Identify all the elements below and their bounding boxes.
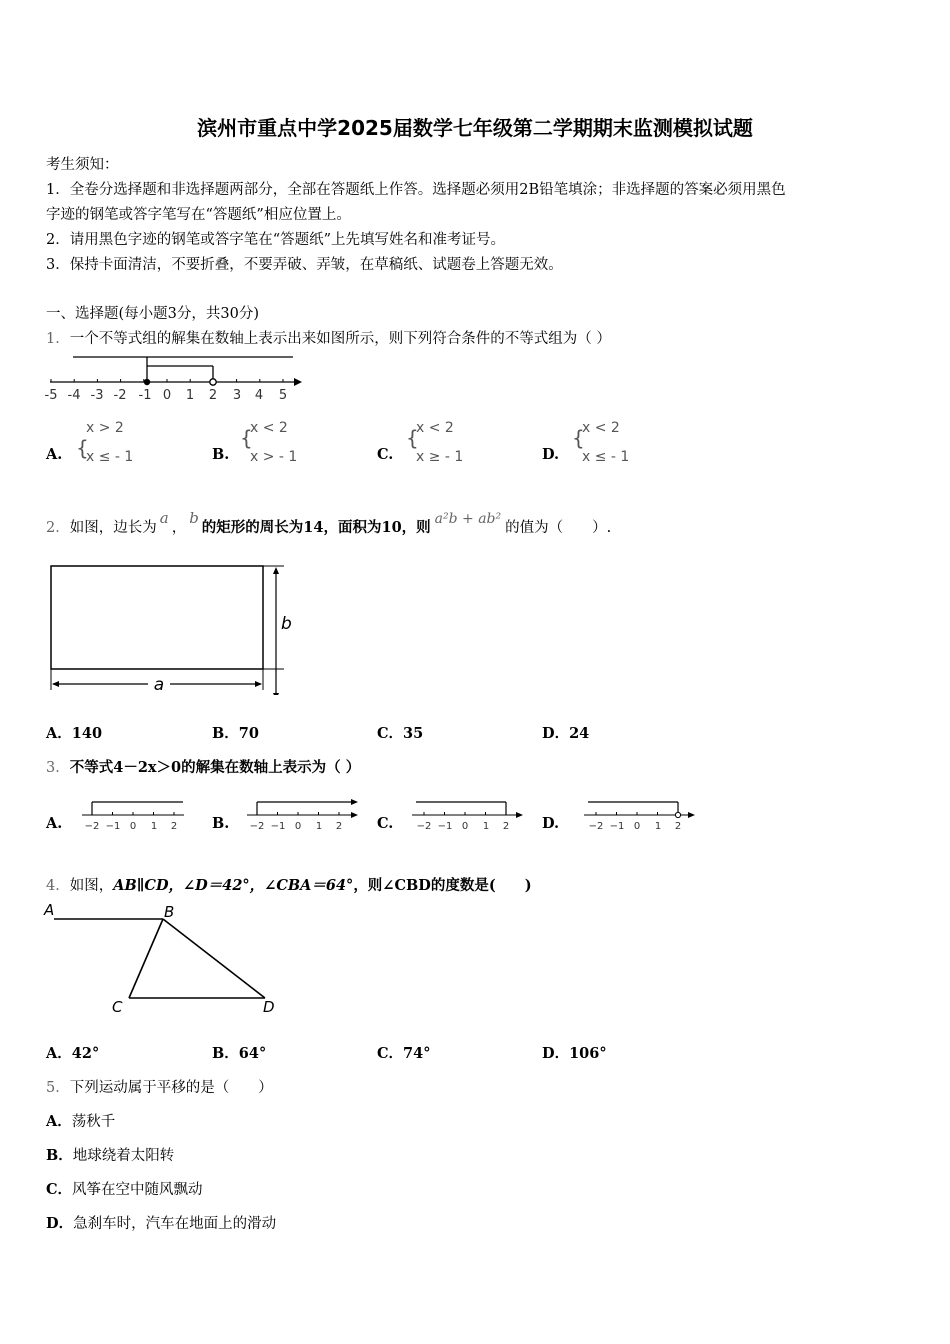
- q4-triangle-figure: [40, 900, 290, 1018]
- axis-label: 0: [129, 821, 137, 832]
- q3-option-a-label: A.: [46, 815, 63, 832]
- axis-label: -1: [138, 388, 152, 403]
- axis-labels: [45, 388, 288, 403]
- brace-icon: {: [240, 426, 253, 450]
- question-1: [46, 327, 611, 348]
- axis-label: 1: [482, 821, 490, 832]
- page-title: 滨州市重点中学2025届数学七年级第二学期期末监测模拟试题: [197, 116, 753, 140]
- var-a: a: [159, 509, 169, 527]
- question-text: 如图，: [69, 878, 114, 894]
- side-label-b: b: [281, 614, 292, 634]
- q3-option-b-label: B.: [212, 815, 230, 832]
- question-number: 1．: [46, 331, 70, 347]
- question-text: 如图，边长为: [69, 520, 157, 536]
- q2-rectangle-figure: [44, 560, 294, 695]
- q3-number-line-a: [80, 796, 190, 832]
- axis-labels: [250, 821, 343, 832]
- option-a-label: A.: [46, 446, 63, 463]
- option-d-bottom: x ≤ - 1: [582, 449, 630, 465]
- option-b-label: B.: [212, 446, 230, 463]
- axis-label: 2: [674, 821, 682, 832]
- q3-number-line-b: [245, 796, 360, 832]
- option-c-top: x < 2: [416, 420, 454, 436]
- axis-label: 2: [335, 821, 343, 832]
- brace-icon: {: [406, 426, 419, 450]
- question-text: ，: [171, 520, 187, 536]
- option-d-top: x < 2: [582, 420, 620, 436]
- axis-label: 1: [185, 388, 195, 403]
- q3-option-c-label: C.: [377, 815, 394, 832]
- question-number: 4．: [46, 878, 70, 894]
- question-number: 2．: [46, 520, 70, 536]
- notice-item: 字迹的钢笔或答字笔写在“答题纸”相应位置上。: [46, 207, 351, 223]
- question-text: 下列运动属于平移的是（ ）: [69, 1080, 273, 1096]
- option-a-bottom: x ≤ - 1: [86, 449, 134, 465]
- var-b: b: [189, 509, 199, 527]
- axis-label: -2: [113, 388, 127, 403]
- question-2: [46, 509, 612, 537]
- q4-option-c: C．74°: [377, 1045, 431, 1062]
- q3-option-d-label: D.: [542, 815, 560, 832]
- question-number: 3．: [46, 760, 70, 776]
- axis-labels: [589, 821, 682, 832]
- question-text: 的值为（ ）.: [505, 520, 612, 536]
- axis-label: 1: [315, 821, 323, 832]
- point-label-a: A: [44, 901, 55, 919]
- option-a-top: x > 2: [86, 420, 124, 436]
- axis-label: −2: [84, 821, 100, 832]
- q3-number-line-d: [582, 796, 697, 832]
- option-c-bottom: x ≥ - 1: [416, 449, 464, 465]
- q5-option-c: C．风筝在空中随风飘动: [46, 1181, 203, 1198]
- axis-label: 0: [633, 821, 641, 832]
- q1-number-line: [40, 352, 310, 404]
- q3-number-line-c: [410, 796, 525, 832]
- q2-option-b: B．70: [212, 725, 259, 742]
- question-text: 的矩形的周长为14，面积为10，则: [201, 519, 431, 536]
- expression: a²b + ab²: [434, 511, 502, 527]
- axis-label: -5: [44, 388, 58, 403]
- axis-label: 0: [461, 821, 469, 832]
- brace-icon: {: [76, 436, 89, 460]
- axis-label: -4: [67, 388, 81, 403]
- point-label-d: D: [263, 998, 275, 1016]
- notice-item: 3．保持卡面清洁，不要折叠，不要弄破、弄皱，在草稿纸、试题卷上答题无效。: [46, 257, 563, 273]
- question-text: 一个不等式组的解集在数轴上表示出来如图所示，则下列符合条件的不等式组为（ ）: [69, 331, 611, 347]
- point-label-b: B: [164, 903, 175, 921]
- axis-label: −1: [609, 821, 625, 832]
- option-b-top: x < 2: [250, 420, 288, 436]
- axis-label: −2: [416, 821, 432, 832]
- axis-label: 2: [208, 388, 218, 403]
- axis-label: −1: [105, 821, 121, 832]
- axis-label: 0: [294, 821, 302, 832]
- option-c-label: C.: [377, 446, 394, 463]
- axis-label: 1: [150, 821, 158, 832]
- q4-option-d: D．106°: [542, 1045, 607, 1062]
- question-given: AB∥CD，∠D＝42°，∠CBA＝64°: [113, 877, 354, 894]
- q4-option-a: A．42°: [46, 1045, 100, 1062]
- option-b-bottom: x > - 1: [250, 449, 298, 465]
- q2-option-a: A．140: [46, 725, 103, 742]
- notice-item: 2．请用黑色字迹的钢笔或答字笔在“答题纸”上先填写姓名和准考证号。: [46, 232, 506, 248]
- axis-label: 2: [502, 821, 510, 832]
- q5-option-a: A．荡秋千: [46, 1113, 116, 1130]
- axis-label: −1: [270, 821, 286, 832]
- question-text: ，则∠CBD的度数是( ): [353, 877, 532, 894]
- q5-option-d: D．急刹车时，汽车在地面上的滑动: [46, 1215, 277, 1232]
- point-label-c: C: [112, 998, 123, 1016]
- axis-label: 1: [654, 821, 662, 832]
- option-d-label: D.: [542, 446, 560, 463]
- axis-label: 4: [254, 388, 264, 403]
- axis-label: −1: [437, 821, 453, 832]
- section-heading: 一、选择题(每小题3分，共30分): [46, 306, 259, 322]
- q2-option-c: C．35: [377, 725, 424, 742]
- q4-option-b: B．64°: [212, 1045, 267, 1062]
- axis-label: −2: [249, 821, 265, 832]
- axis-labels: [417, 821, 510, 832]
- q5-option-b: B．地球绕着太阳转: [46, 1147, 175, 1164]
- notice-heading: 考生须知：: [46, 157, 119, 173]
- axis-label: -3: [90, 388, 104, 403]
- axis-label: −2: [588, 821, 604, 832]
- side-label-a: a: [153, 675, 165, 695]
- question-4: [46, 874, 532, 895]
- question-3: [46, 756, 360, 777]
- q2-option-d: D．24: [542, 725, 590, 742]
- brace-icon: {: [572, 426, 585, 450]
- question-number: 5．: [46, 1080, 70, 1096]
- question-5: [46, 1076, 273, 1097]
- notice-item: 1．全卷分选择题和非选择题两部分，全部在答题纸上作答。选择题必须用2B铅笔填涂；非选择题的答案必须用黑色: [46, 182, 786, 198]
- question-text: 不等式4－2x＞0的解集在数轴上表示为（ ）: [69, 759, 361, 776]
- axis-label: 0: [162, 388, 172, 403]
- axis-label: 2: [170, 821, 178, 832]
- axis-labels: [85, 821, 178, 832]
- axis-label: 5: [278, 388, 288, 403]
- axis-label: 3: [232, 388, 242, 403]
